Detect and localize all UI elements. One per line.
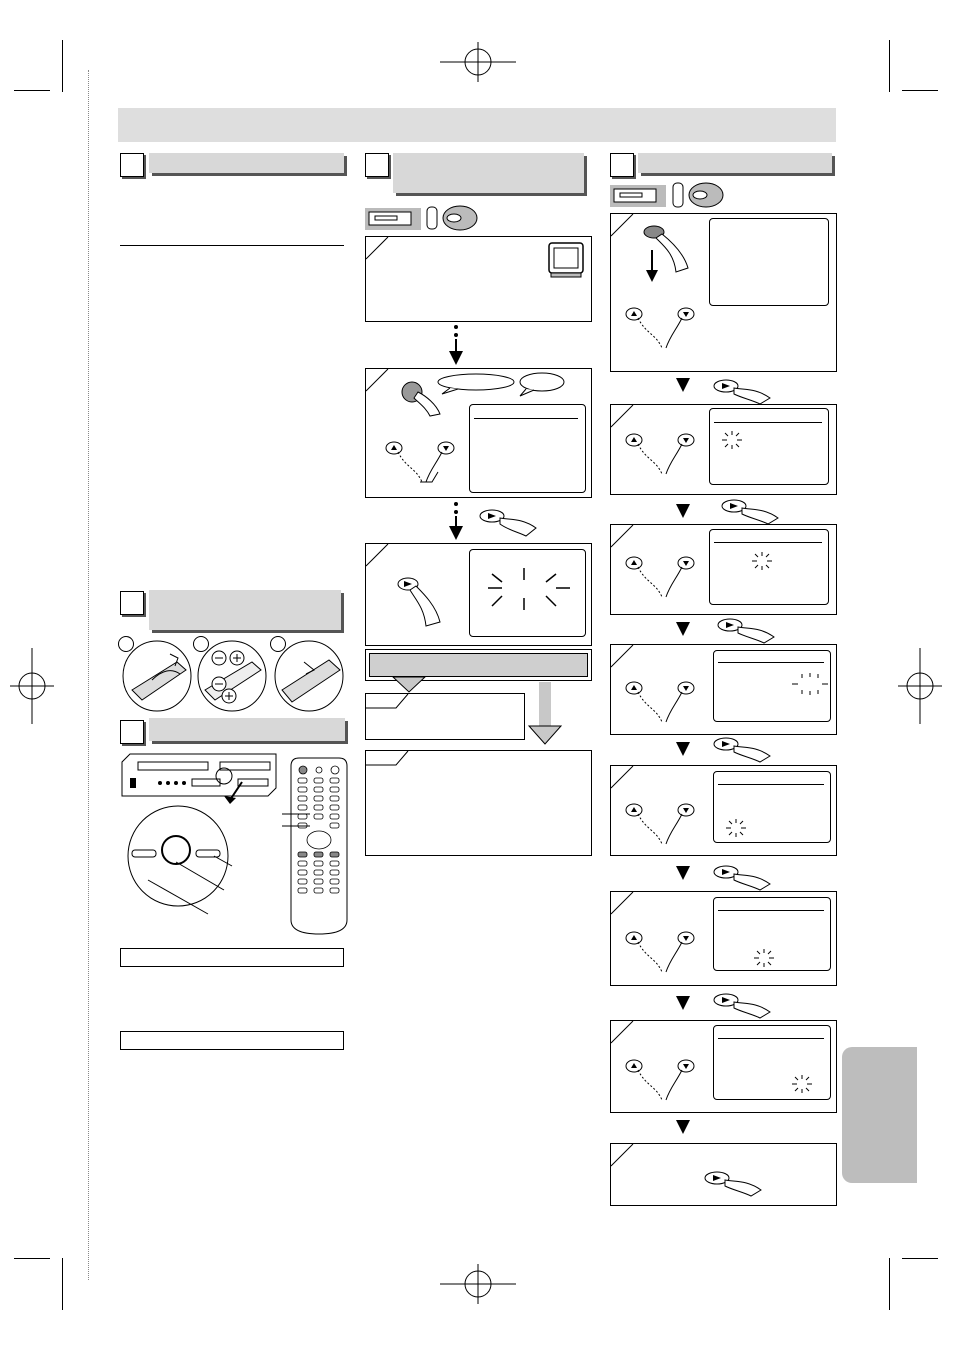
button-zoom-circle	[128, 806, 238, 914]
remote-hand-icon	[400, 380, 440, 420]
tv-icon	[548, 242, 584, 278]
step-corner	[611, 214, 635, 238]
crop-mark	[14, 90, 50, 91]
arrow-down-gray	[528, 682, 562, 746]
arrow-down-icon	[676, 504, 690, 518]
speech-bubble	[436, 372, 516, 394]
section-title-bar	[149, 153, 344, 173]
step-corner	[611, 766, 635, 790]
play-button-icon	[716, 615, 776, 643]
section-number-box	[610, 153, 634, 177]
play-button-icon	[396, 576, 444, 630]
remote-hand-icon	[670, 180, 724, 210]
screen-underline	[718, 662, 824, 663]
up-down-buttons-icon	[622, 678, 698, 726]
section-title-bar	[149, 718, 345, 741]
screen-underline	[718, 910, 824, 911]
step-corner	[366, 369, 390, 393]
section-title-bar	[638, 153, 832, 173]
remote-hand-icon	[424, 204, 478, 232]
arrow-down-icon	[676, 866, 690, 880]
arrow-down-icon	[676, 996, 690, 1010]
screen-underline	[714, 422, 822, 423]
flash-icon	[750, 551, 774, 571]
vcr-icon	[610, 185, 666, 207]
step-corner	[366, 544, 390, 568]
play-button-icon	[478, 506, 538, 536]
arrow-down-icon	[676, 742, 690, 756]
play-button-icon	[720, 496, 780, 524]
flash-icon	[484, 566, 574, 616]
section-title-bar	[149, 590, 341, 630]
crop-mark	[902, 1258, 938, 1259]
up-down-buttons-icon	[622, 553, 698, 601]
up-down-buttons-icon	[622, 1056, 698, 1104]
step-corner	[611, 1144, 635, 1168]
crop-mark	[14, 1258, 50, 1259]
up-down-buttons-icon	[622, 430, 698, 478]
screen-underline	[474, 418, 578, 419]
up-down-buttons-icon	[622, 928, 698, 976]
crop-mark	[889, 1258, 890, 1310]
vcr-icon	[365, 208, 421, 230]
arrow-down-icon	[448, 500, 464, 540]
speech-bubble	[516, 372, 566, 396]
up-down-buttons-icon	[622, 304, 698, 352]
flash-icon	[790, 1074, 814, 1094]
callout-lines	[282, 812, 312, 832]
step-corner	[611, 645, 635, 669]
arrow-down-icon	[448, 323, 464, 365]
screen-underline	[718, 784, 824, 785]
note-box	[120, 948, 344, 967]
battery-close-image	[274, 640, 344, 712]
registration-mark	[898, 648, 942, 724]
remote-control-icon	[289, 756, 349, 936]
page-banner	[118, 108, 836, 142]
arrow-down-icon	[676, 622, 690, 636]
section-number-box	[120, 591, 144, 615]
registration-mark	[10, 648, 54, 724]
flash-icon	[720, 430, 744, 450]
flash-icon	[790, 672, 830, 696]
play-button-icon	[712, 734, 772, 762]
note-box	[120, 1031, 344, 1050]
step-corner	[366, 694, 410, 710]
side-tab	[842, 1047, 917, 1183]
dotted-margin-line	[88, 70, 89, 1280]
up-down-buttons-icon	[622, 800, 698, 848]
section-number-box	[120, 720, 144, 744]
arrow-down-gray	[392, 676, 426, 692]
divider	[120, 245, 344, 246]
step-corner	[611, 405, 635, 429]
flash-icon	[752, 948, 776, 968]
vcr-front-panel	[120, 752, 280, 798]
step-corner	[611, 892, 635, 916]
play-button-icon	[703, 1168, 763, 1196]
remote-hand-icon	[640, 224, 690, 286]
registration-mark	[440, 1264, 516, 1304]
step-corner	[366, 751, 410, 767]
step-corner	[611, 525, 635, 549]
battery-open-image	[122, 640, 192, 712]
up-down-buttons-icon	[382, 438, 458, 486]
section-number-box	[120, 153, 144, 177]
crop-mark	[889, 40, 890, 92]
play-button-icon	[712, 990, 772, 1018]
step-corner	[611, 1021, 635, 1045]
battery-insert-image	[197, 640, 267, 712]
crop-mark	[902, 90, 938, 91]
registration-mark	[440, 42, 516, 82]
play-button-icon	[712, 862, 772, 890]
arrow-down-icon	[676, 1120, 690, 1134]
step-corner	[366, 237, 390, 261]
section-number-box	[365, 153, 389, 177]
screen-underline	[714, 542, 822, 543]
crop-mark	[62, 1258, 63, 1310]
flash-icon	[724, 818, 748, 838]
screen-underline	[718, 1038, 824, 1039]
arrow-down-icon	[676, 378, 690, 392]
crop-mark	[62, 40, 63, 92]
section-title-bar	[393, 153, 584, 193]
play-button-icon	[712, 376, 772, 404]
tv-screen-display	[709, 218, 829, 306]
